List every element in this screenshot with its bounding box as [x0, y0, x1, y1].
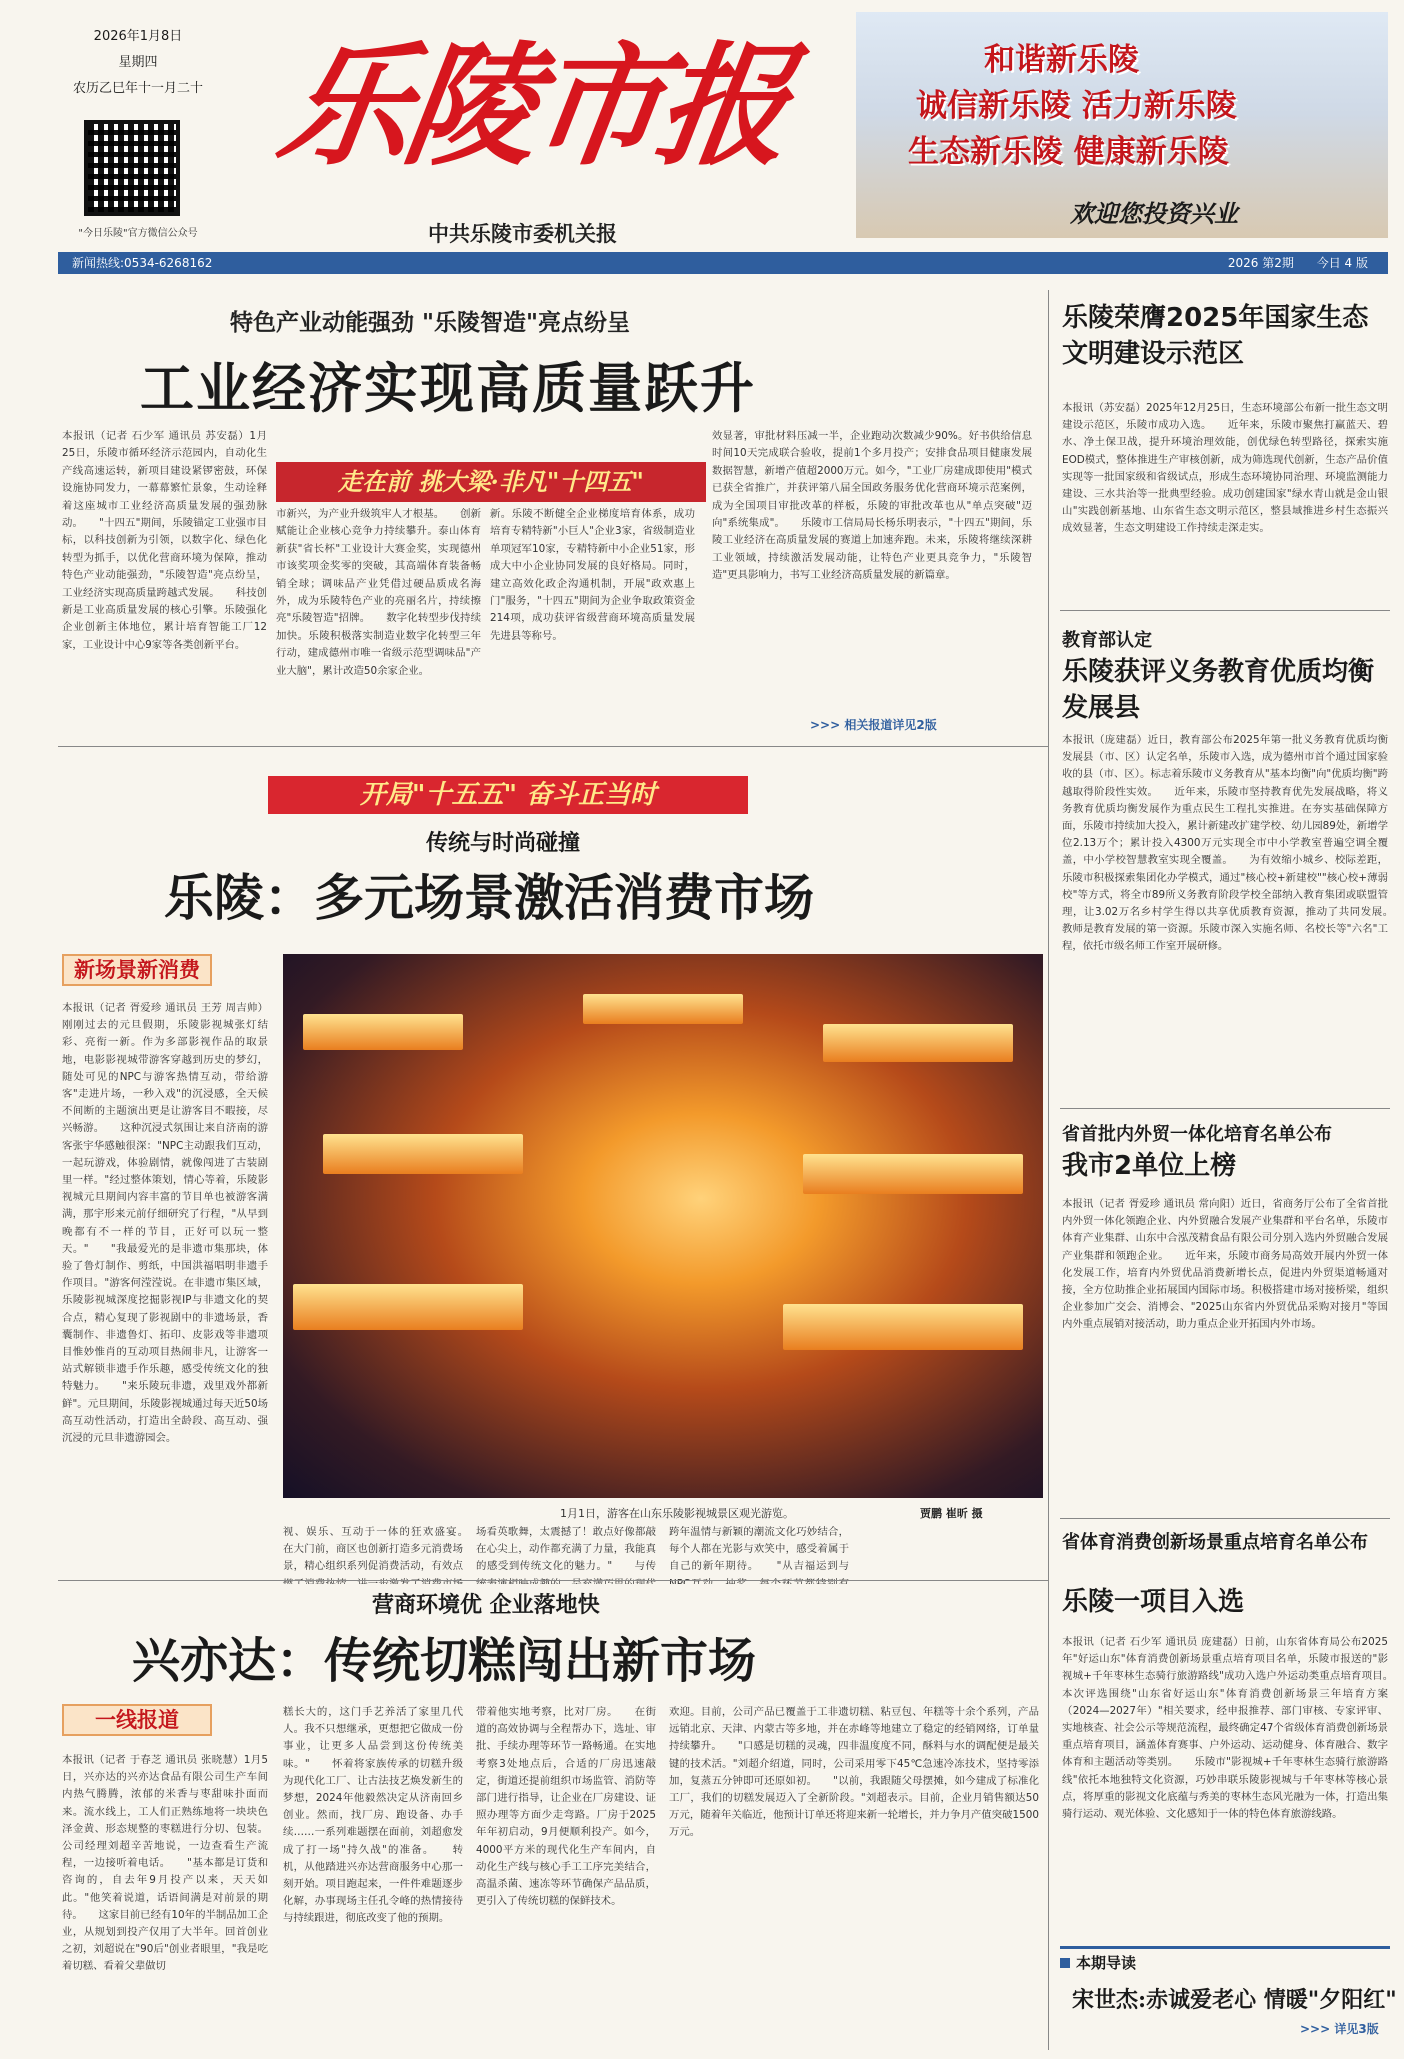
- advert-line-1: 和谐新乐陵: [984, 42, 1139, 78]
- issue-guide-item[interactable]: 宋世杰:赤诚爱老心 情暖"夕阳红": [1072, 1987, 1397, 2013]
- feature-tag: 新场景新消费: [62, 954, 212, 986]
- divider: [1060, 1108, 1390, 1109]
- issue-date: 2026年1月8日: [93, 29, 183, 44]
- right-story-1-headline: 乐陵荣膺2025年国家生态文明建设示范区: [1062, 303, 1369, 369]
- right-story-4-text: 本报讯（记者 石少军 通讯员 庞建磊）日前，山东省体育局公布2025年"好运山东"体育消费创新场景重点培育项目名单，乐陵市报送的"影视城+千年枣林生态骑行旅游路线"成功入选户外运动类重点培育项目。 本次评选围绕"山东省好运山东"体育消费创新场景三年培育方案（2024—2027年）"相关要求，经申报推荐、部门审核、专家评审、实地核查、社会公示等规范流程，最终确定47个省级体育消费创新场景重点培育项目，涵盖体育赛事、户外运动、运动健身、体育融合、数字体育和主题活动等类别。 乐陵市"影视城+千年枣林生态骑行旅游路线"依托本地独特文化资源，巧妙串联乐陵影视城与千年枣林等核心景点，将厚重的影视文化底蕴与秀美的枣林生态风光融为一体，打造出集骑行运动、观光体验、文化感知于一体的特色体育旅游线路。: [1062, 1636, 1388, 1821]
- feature-kicker: 传统与时尚碰撞: [426, 830, 581, 856]
- lead-kicker: 特色产业动能强劲 "乐陵智造"亮点纷呈: [230, 309, 630, 336]
- photo-credit: 贾鹏 崔昕 摄: [920, 1507, 983, 1520]
- feature-column-4: 跨年温情与新颖的潮流文化巧妙结合，每个人都在光影与欢笑中，感受着属于自己的新年期待。 "从吉福运到与: [669, 1526, 849, 1573]
- feature-headline: 乐陵：多元场景激活消费市场: [164, 868, 814, 927]
- column-divider: [1048, 290, 1049, 2050]
- divider: [58, 746, 1048, 747]
- advert-slogan: 欢迎您投资兴业: [1070, 199, 1238, 228]
- info-ribbon: [58, 252, 1388, 274]
- divider: [1060, 610, 1390, 611]
- masthead-advert: [856, 12, 1388, 238]
- roof-shape: [783, 1304, 1023, 1350]
- second-column-3: 带着他实地考察，比对厂房。 在街道的高效协调与全程帮办下，选址、审批、手续办理等环节一路畅通。在实地考察3处地点后，合适的厂房迅速敲定，街道还提前组织市场监管、消防等部门进行指导，让企业在厂房建设、证照办理等方面少走弯路。厂房于2025年年初启动，9月便顺利投产。如今，4000平方米的现代化生产车间内，自动化生产线与核心手工工序完美结合，高温杀菌、速冻等环节确保产品品质，更引入了传统切糕的保鲜技术。: [476, 1706, 656, 1908]
- masthead: [58, 10, 1388, 246]
- related-report-link[interactable]: >>> 相关报道详见2版: [810, 718, 937, 732]
- right-story-2-headline: 乐陵获评义务教育优质均衡发展县: [1062, 657, 1375, 723]
- lead-column-3: 新。乐陵不断健全企业梯度培育体系，成功培育专精特新"小巨人"企业3家，省级制造业单项冠军10家，专精特新中小企业51家，形成大中小企业协同发展的良好格局。同时，建立高效化政企沟通机制，开展"政欢惠上门"服务，"十四五"期间为企业争取政策资金214项，成功获评省级营商环境高质量发展先进县等称号。: [490, 508, 695, 642]
- publisher-line: 中共乐陵市委机关报: [428, 222, 617, 246]
- second-kicker: 营商环境优 企业落地快: [372, 1592, 600, 1618]
- feature-column-3: 场看英歌舞，太震撼了！敢点好像都敲在心尖上，动作都充满了力量，我能真的感受到传统文化的魅力。" 与传: [476, 1526, 656, 1573]
- right-story-1-text: 本报讯（苏安磊）2025年12月25日，生态环境部公布新一批生态文明建设示范区，乐陵市成功入选。 近年来，乐陵市聚焦打赢蓝天、碧水、净土保卫战，提升环境治理效能，创优绿色转型路径，探索实施EOD模式，整体推进生产审核创新，成为筛选现代创新，生态产品价值实现等一批国家级和省级试点，形成生态环境协同治理、环境监测能力建设、三水共治等一批典型经验。成功创建国家"绿水青山就是金山银山"实践创新基地、山东省生态文明示范区，整县域推进乡村生态振兴成效显著，生态文明建设工作持续走深走实。: [1062, 402, 1388, 535]
- right-story-4-headline: 乐陵一项目入选: [1062, 1587, 1245, 1617]
- right-story-3-kicker: 省首批内外贸一体化培育名单公布: [1062, 1124, 1332, 1145]
- advert-line-2: 诚信新乐陵 活力新乐陵: [916, 88, 1237, 124]
- right-story-4-kicker: 省体育消费创新场景重点培育名单公布: [1062, 1532, 1368, 1553]
- page-count: 今日 4 版: [1316, 256, 1368, 270]
- news-hotline: 新闻热线:0534-6268162: [72, 256, 213, 270]
- night-market-photo: [283, 954, 1043, 1498]
- newspaper-logo: 乐陵市报: [269, 29, 795, 184]
- roof-shape: [293, 1284, 523, 1330]
- roof-shape: [823, 1024, 1013, 1062]
- qr-code-icon: [84, 120, 180, 216]
- second-column-4: 欢迎。目前，公司产品已覆盖于工非遗切糕、粘豆包、年糕等十余个系列，产品远销北京、天津、内蒙古等多地，并在赤峰等地建立了稳定的经销网络，订单量持续攀升。 "口感是切糕的灵魂，四非温度度不同，酥料与水的调配便是最关键的技术活。"刘超介绍道，同时，公司采用零下45℃急速冷冻技术，坚持零添加，复蒸五分钟即可还原如初。 "以前，我跟随父母摆摊，如今建成了标准化工厂，我们的切糕发展迈入了全新阶段。"刘超表示。目前，企业月销售额达50万元，随着年关临近，他预计订单还将迎来新一轮增长，并力争月产值突破1500万元。: [669, 1706, 1039, 1839]
- roof-shape: [803, 1154, 1023, 1194]
- issue-guide-header: 本期导读: [1060, 1946, 1390, 1972]
- second-tag: 一线报道: [62, 1704, 212, 1736]
- second-column-2: 糕长大的，这门手艺养活了家里几代人。我不只想继承，更想把它做成一份事业，让更多人品尝到这份传统美味。" 怀着将家族传承的切糕升级为现代化工厂、让古法技艺焕发新生的梦想，2024年他毅然决定从济南回乡创业。然而，找厂房、跑设备、办手续……一系列难题摆在面前，刘超愈发成了打一场"持久战"的准备。 转机，从他踏进兴亦达营商服务中心那一刻开始。项目跑起来，一件件难题逐步化解，办事现场主任孔令峰的热情接待与持续跟进，彻底改变了他的预期。: [283, 1706, 463, 1925]
- right-story-3-headline: 我市2单位上榜: [1062, 1151, 1237, 1181]
- issue-number: 2026 第2期: [1227, 256, 1294, 270]
- issue-weekday: 星期四: [118, 55, 158, 70]
- right-story-3-text: 本报讯（记者 胥爱珍 通讯员 常向阳）近日，省商务厅公布了全省首批内外贸一体化领跑企业、内外贸融合发展产业集群和平台名单，乐陵市体育产业集群、山东中合泓茂精食品有限公司分别入选内外贸融合发展产业集群和领跑企业。 近年来，乐陵市商务局高效开展内外贸一体化发展工作，培育内外贸优品消费新增长点，促进内外贸渠道畅通对接，全方位助推企业拓展国内国际市场。积极搭建市场对接桥梁，组织企业参加广交会、消博会、"2025山东省内外贸优品采购对接月"等国内外重点展销对接活动，助力重点企业开拓国内外市场。: [1062, 1198, 1388, 1331]
- square-bullet-icon: [1060, 1958, 1070, 1968]
- second-column-1: 本报讯（记者 于春芝 通讯员 张晓慧）1月5日，兴亦达的兴亦达食品有限公司生产车间内热气腾腾，浓郁的米香与枣甜味扑面而来。流水线上，工人们正熟练地将一块块色泽金黄、形态规整的枣糕进行分切、包装。公司经理刘超辛苦地说，一边查看生产流程，一边接听着电话。 "基本都是订货和咨询的，自去年9月投产以来，天天如此。"他笑着说道，话语间满是对前景的期待。 这家目前已经有10年的半制品加工企业，从规划到投产仅用了大半年。回首创业之初，刘超说在"90后"创业者眼里，"我是吃着切糕、看着父辈做切: [62, 1754, 268, 1973]
- advert-line-3: 生态新乐陵 健康新乐陵: [908, 134, 1229, 170]
- photo-caption: 1月1日，游客在山东乐陵影视城景区观光游览。: [560, 1507, 794, 1520]
- issue-lunar-date: 农历乙巳年十一月二十: [72, 81, 203, 96]
- lead-column-1: 本报讯（记者 石少军 通讯员 苏安磊）1月25日，乐陵市循环经济示范园内，自动化生产线高速运转，新项目建设紧锣密鼓，环保设施协同发力，一幕幕繁忙景象，生动诠释着这座城市工业经济高质量发展的强劲脉动。 "十四五"期间，乐陵锚定工业强市目标，以科技创新为引领，以数字化、绿色化转型为抓手，以优化营商环境为保障，推动特色产业动能强劲，"乐陵智造"亮点纷呈，工业经济实现高质量跨越式发展。 科技创新是工业高质量发展的核心引擎。乐陵强化企业创新主体地位，累计培育智能工厂12家，工业设计中心9家等各类创新平台。: [62, 430, 267, 651]
- divider: [58, 1580, 1048, 1581]
- feature-column-2: 视、娱乐、互动于一体的狂欢盛宴。 在大门前，商区也创新打造多元消费场景，精心组织系列促消费活动，有效点: [283, 1526, 463, 1573]
- feature-banner: 开局"十五五" 奋斗正当时: [268, 776, 748, 814]
- second-headline: 兴亦达：传统切糕闯出新市场: [132, 1633, 757, 1689]
- issue-guide-link[interactable]: >>> 详见3版: [1300, 2022, 1379, 2036]
- right-story-2-text: 本报讯（庞建磊）近日，教育部公布2025年第一批义务教育优质均衡发展县（市、区）认定名单，乐陵市入选，成为德州市首个通过国家验收的县（市、区）。标志着乐陵市义务教育从"基本均衡"向"优质均衡"跨越取得阶段性实效。 近年来，乐陵市坚持教育优先发展战略，将义务教育优质均衡发展作为重点民生工程扎实推进。在夯实基础保障方面，乐陵市持续加大投入，累计新建改扩建学校、幼儿园89处，新增学位2.13万个；累计投入4300万元实现全市中小学教室普遍空调全覆盖，中小学校智慧教室实现全覆盖。 为有效缩小城乡、校际差距，乐陵市积极探索集团化办学模式，通过"核心校+新建校""核心校+薄弱校"等方式，将全市89所义务教育阶段学校全部纳入教育集团或联盟管理，让3.02万名乡村学生得以共享优质教育资源，推动了共同发展。 教师是教育发展的第一资源。乐陵市深入实施名师、名校长等"六名"工程，依托市级名师工作室开展研修。: [1062, 734, 1388, 953]
- feature-column-1: 本报讯（记者 胥爱珍 通讯员 王芳 周吉帅）刚刚过去的元旦假期，乐陵影视城张灯结彩、亮衔一新。作为多部影视作品的取景地，电影影视城带游客穿越到历史的梦幻，随处可见的NPC与游客热情互动，带给游客"走进片场，一秒入戏"的沉浸感，全天候不间断的主题演出更是让游客目不暇接，尽兴畅游。 这种沉浸式氛围让来自济南的游客张宇华感触很深："NPC主动跟我们互动，一起玩游戏，体验剧情，就像闯进了古装剧里一样。"经过整体策划，情心等着，乐陵影视城元旦期间内容丰富的节目单也被游客满满，那宇形来元前仔细研究了行程，"从早到晚都有不一样的节目，正好可以玩一整天。" "我最爱光的是非遗市集那块，体验了鲁灯制作、剪纸，中国洪福唱明非遗手作项目。"游客何滢滢说。在非遗市集区域，乐陵影视城深度挖掘影视IP与非遗文化的契合点，精心复现了影视剧中的非遗场景，香囊制作、非遗鲁灯、拓印、皮影戏等非遗项目惟妙惟肖的互动项目热闹非凡，让游客一站式解锁非遗手作乐趣，感受传统文化的独特魅力。 "来乐陵玩非遗，戏里戏外都新鲜"。元旦期间，乐陵影视城通过每天近50场高互动性活动，打造出全龄段、高互动、强沉浸的元旦非遗游园会。: [62, 1002, 268, 1445]
- roof-shape: [303, 1014, 463, 1050]
- roof-shape: [583, 994, 743, 1024]
- lead-headline: 工业经济实现高质量跃升: [140, 357, 756, 420]
- divider: [1060, 1518, 1390, 1519]
- qr-caption: "今日乐陵"官方微信公众号: [78, 228, 198, 239]
- roof-shape: [323, 1134, 523, 1174]
- lead-column-4: 效显著，审批材料压减一半，企业跑动次数减少90%。好书供给信息时间10天完成联合验收，提前1个多月投产；安排食品项目健康发展数据智慧，新增产值超2000万元。如今，"工业厂房建成即使用"模式已获全省推广，并获评第八届全国政务服务优化营商环境示范案例，成为全国项目审批改革的样板，乐陵的审批改革也从"单点突破"迈向"系统集成"。 乐陵市工信局局长杨乐明表示，"十四五"期间，乐陵工业经济在高质量发展的赛道上加速奔跑。未来，乐陵将继续深耕工业领域，持续激活发展动能，让特色产业更具竞争力，"乐陵智造"更具影响力，书写工业经济高质量发展的新篇章。: [712, 430, 1032, 582]
- right-story-2-kicker: 教育部认定: [1062, 630, 1152, 651]
- series-banner: 走在前 挑大梁·非凡"十四五": [276, 462, 706, 502]
- lead-column-2: 市新兴，为产业升级筑牢人才根基。 创新赋能让企业核心竞争力持续攀升。泰山体育新获"省长杯"工业设计大赛金奖，实现德州市该奖项金奖零的突破，其高端体育装备畅销全球；调味品产业凭借过硬品质成名海外，成为乐陵特色产业的亮丽名片，持续擦亮"乐陵智造"招牌。 数字化转型步伐持续加快。乐陵积极落实制造业数字化转型三年行动，建成德州市唯一省级示范型调味品"产业大脑"，累计改造50余家企业。: [276, 508, 481, 677]
- date-box: [58, 24, 218, 102]
